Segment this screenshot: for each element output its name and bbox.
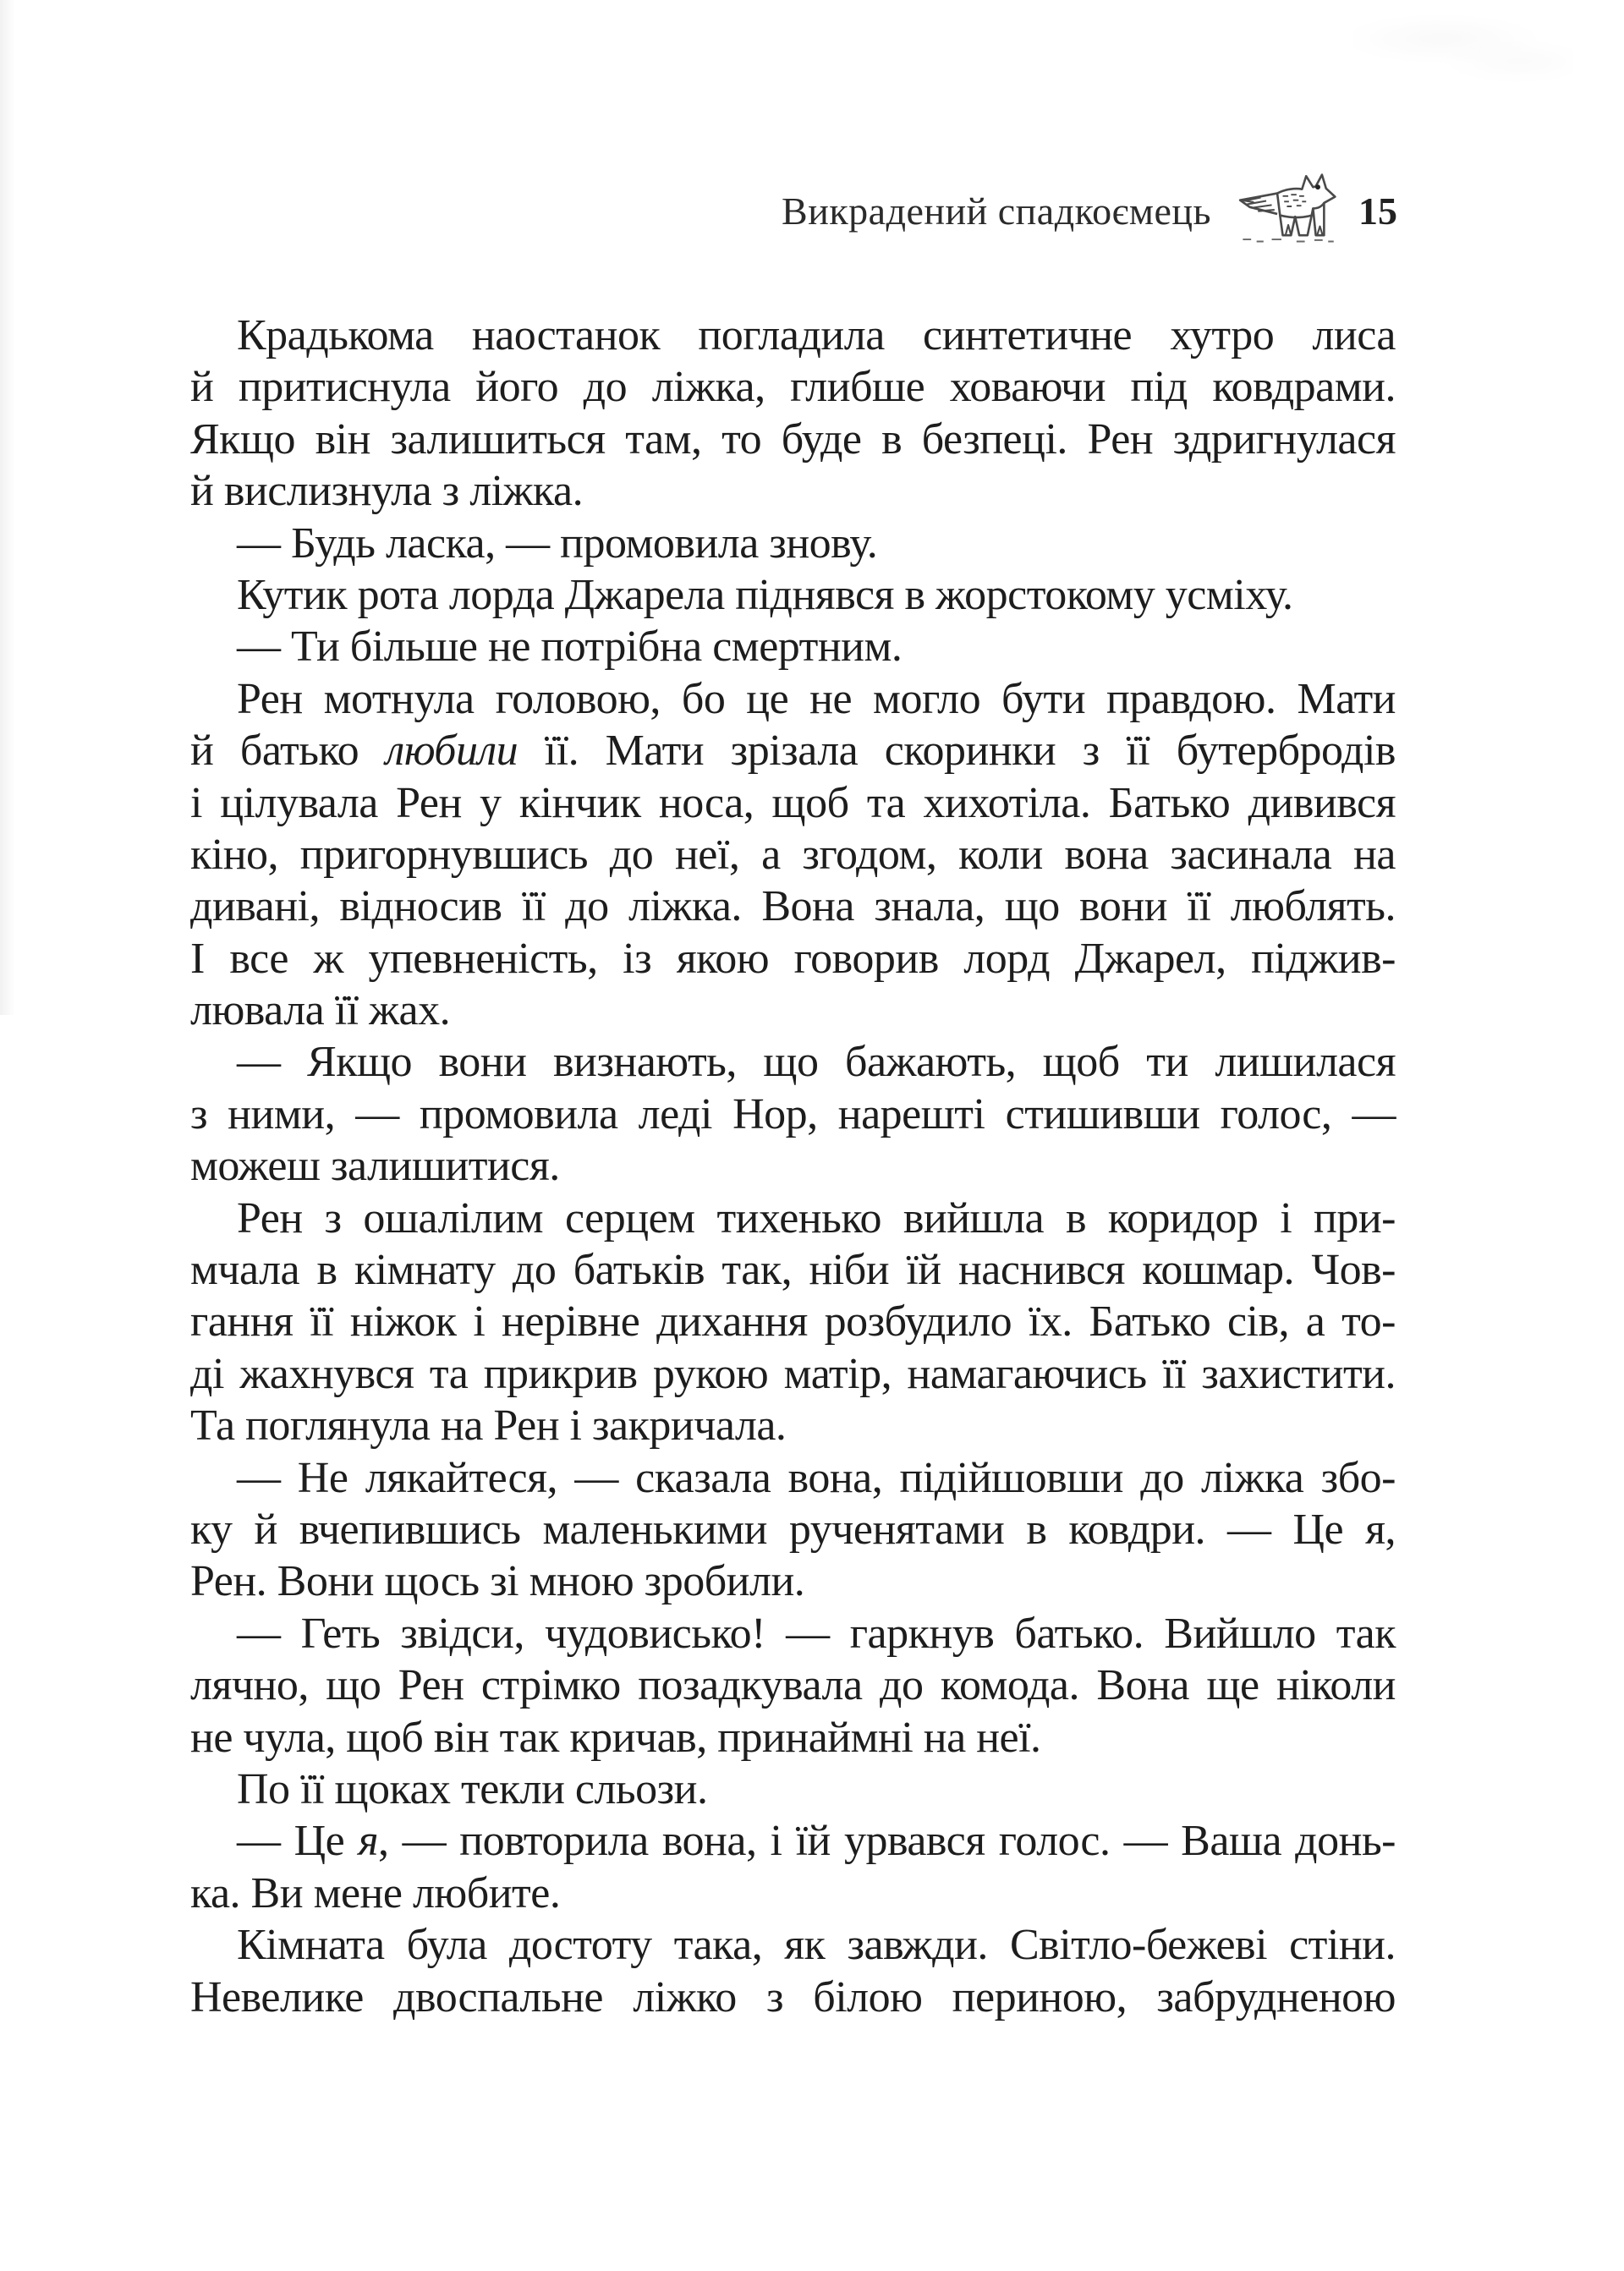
- text-line: Кутик рота лорда Джарела піднявся в жорстокому усміху.: [237, 570, 1293, 619]
- text-line: лячно, що Рен стрімко позадкувала до комода. Вона ще ніколи: [190, 1661, 1396, 1710]
- text-line: — Будь ласка, — промовила знову.: [237, 518, 878, 568]
- fox-sketch-icon: [1233, 166, 1336, 247]
- italic-text: любили: [385, 727, 518, 776]
- text-line: ку й вчепившись маленькими рученятами в ковдри. — Це я,: [190, 1505, 1396, 1554]
- running-header: [782, 166, 1397, 247]
- text-line: й притиснула його до ліжка, глибше ховаючи під ковдрами.: [190, 363, 1396, 412]
- text-line: можеш залишитися.: [190, 1142, 560, 1191]
- text-line: лювала її жах.: [190, 986, 451, 1035]
- running-title: Викрадений спадкоємець: [782, 189, 1211, 233]
- text-line: — Не лякайтеся, — сказала вона, підійшовши до ліжка збо-: [237, 1453, 1396, 1502]
- text-line: Рен. Вони щось зі мною зробили.: [190, 1557, 805, 1606]
- text-line: ді жахнувся та прикрив рукою матір, намагаючись її захистити.: [190, 1349, 1396, 1398]
- text-line: і цілувала Рен у кінчик носа, щоб та хихотіла. Батько дивився: [190, 778, 1396, 827]
- text-line: Невелике двоспальне ліжко з білою периною, забрудненою: [190, 1972, 1396, 2021]
- text-line: кіно, пригорнувшись до неї, а згодом, коли вона засинала на: [190, 830, 1396, 879]
- page-body: [190, 310, 1396, 2023]
- scan-artifact-top-right: [1353, 8, 1573, 85]
- text-line: Рен мотнула головою, бо це не могло бути правдою. Мати: [237, 674, 1396, 723]
- text-line: — Геть звідси, чудовисько! — гаркнув батько. Вийшло так: [237, 1609, 1396, 1658]
- text-line: Рен з ошалілим серцем тихенько вийшла в коридор і при-: [237, 1193, 1396, 1242]
- text-line: й батько любили її. Мати зрізала скоринки з її бутербродів: [190, 727, 1396, 776]
- text-line: Якщо він залишиться там, то буде в безпеці. Рен здригнулася: [190, 414, 1396, 464]
- text-line: — Ти більше не потрібна смертним.: [237, 623, 903, 672]
- text-line: мчала в кімнату до батьків так, ніби їй наснився кошмар. Чов-: [190, 1246, 1396, 1295]
- text-line: гання її ніжок і нерівне дихання розбудило їх. Батько сів, а то-: [190, 1297, 1396, 1347]
- text-line: дивані, відносив її до ліжка. Вона знала, що вони її люблять.: [190, 882, 1396, 931]
- text-line: Та поглянула на Рен і закричала.: [190, 1402, 787, 1451]
- text-line: По її щоках текли сльози.: [237, 1764, 708, 1813]
- page-number: 15: [1358, 189, 1397, 233]
- text-line: — Це я, — повторила вона, і їй урвався голос. — Ваша донь-: [237, 1817, 1396, 1866]
- italic-text: я: [358, 1817, 379, 1866]
- text-line: й вислизнула з ліжка.: [190, 467, 584, 516]
- text-line: ка. Ви мене любите.: [190, 1868, 561, 1917]
- text-line: Кімната була достоту така, як завжди. Світло-бежеві стіни.: [237, 1921, 1396, 1970]
- text-line: І все ж упевненість, із якою говорив лорд Джарел, піджив-: [190, 934, 1396, 983]
- text-line: не чула, щоб він так кричав, принаймні на неї.: [190, 1713, 1041, 1762]
- text-line: Крадькома наостанок погладила синтетичне хутро лиса: [237, 311, 1396, 359]
- text-line: — Якщо вони визнають, що бажають, щоб ти лишилася: [237, 1038, 1396, 1087]
- text-line: з ними, — промовила леді Нор, нарешті стишивши голос, —: [190, 1089, 1396, 1138]
- scan-artifact-left-edge: [0, 0, 15, 1015]
